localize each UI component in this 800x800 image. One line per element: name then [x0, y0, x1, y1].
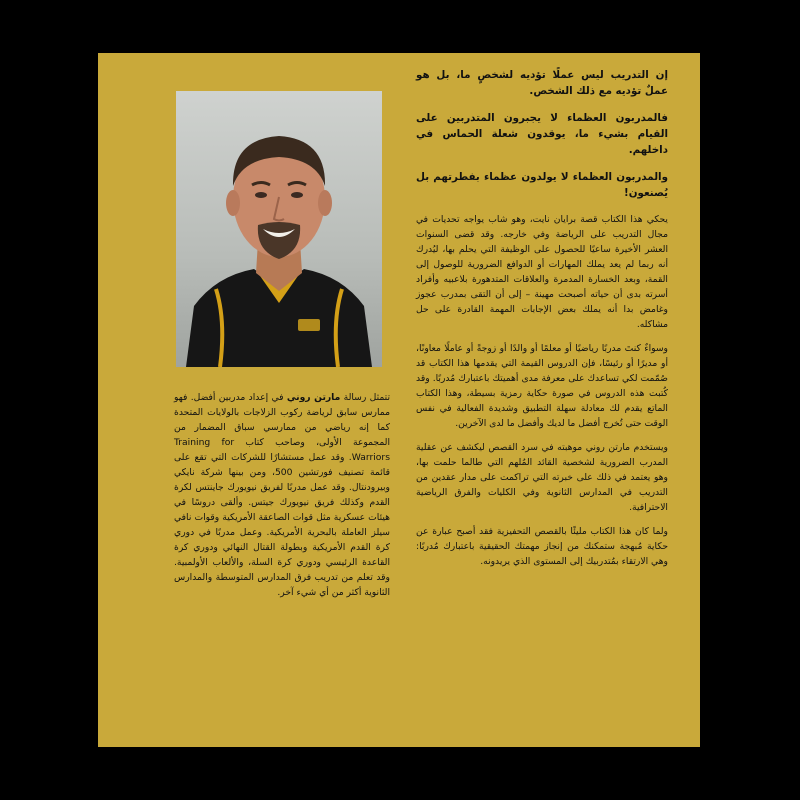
- author-portrait-illustration: [176, 91, 382, 367]
- lead-statement-3: والمدربون العظماء لا يولدون عظماء بفطرتهم بل يُصنعون!: [416, 171, 668, 199]
- author-bio: [174, 390, 390, 600]
- blurb-paragraph-4: ولما كان هذا الكتاب مليئًا بالقصص التحفيزية فقد أصبح عبارة عن حكاية مُبهجة ستمكنك من إنجاز مهمتك الحقيقية باعتبارك مُدربًا: وهي الارتقاء بمُتدربيك إلى المستوى الذي يريدونه.: [416, 526, 668, 567]
- author-bio-intro: تتمثل رسالة: [340, 392, 391, 403]
- author-name: مارتن روني: [286, 392, 341, 403]
- blurb-paragraph-3: ويستخدم مارتن روني موهبته في سرد القصص ليكشف عن عقلية المدرب الضرورية لشخصية القائد المُلهم التي طالما حلمت بها، وهو يعتمد في ذلك على خبرته التي تراكمت على مدار عقدين من التدريب في المدارس الثانوية وفي الكليات والفرق الرياضية الاحترافية.: [416, 442, 668, 513]
- author-photo: [176, 91, 382, 367]
- blurb-column: [416, 67, 668, 578]
- lead-statement-1: إن التدريب ليس عملًا تؤديه لشخصٍ ما، بل هو عملٌ تؤديه مع ذلك الشخص.: [416, 69, 668, 97]
- blurb-paragraph-2: وسواءٌ كنتَ مدربًا رياضيًا أو معلمًا أو والدًا أو زوجةً أو عاملًا معاونًا، أو مديرًا أو رئيسًا، فإن الدروس القيمة التي يقدمها هذا الكتاب قد صُمّمت لكي تساعدك على معرفة مدى أهميتك باعتبارك مُدربًا. وقد كُتبت هذه الدروس في صورة حكاية رمزية بسيطة، وهذا الكتاب الماتع يقدم لك معادلة سهلة التطبيق وشديدة الفعالية في نفس الوقت حتى تُخرج أفضل ما لديك وأفضل ما لدى الآخرين.: [416, 343, 668, 429]
- lead-statement-2: فالمدربون العظماء لا يجبرون المتدربين على القيام بشيء ما، يوقدون شعلة الحماس في داخلهم.: [416, 112, 668, 156]
- author-bio-text: في إعداد مدربين أفضل. فهو ممارس سابق لرياضة ركوب الزلاجات بالولايات المتحدة كما إنه رياضي من ممارسي سباق المضمار من المجموعة الأولى، وصاحب كتاب Training for Warriors. وقد عمل مستشارًا للشركات التي تقع على قائمة تصنيف فورتشين 500، ومن بينها شركة نايكي وبيرودنتال. وقد عمل مدربًا لفريق نيويورك جاينتس لكرة القدم وكذلك فريق نيويورك جيتس. وألقى دروسًا في هيئات عسكرية مثل قوات الصاعقة الأمريكية وقوات نافي سيلز العاملة بالبحرية الأمريكية. وعمل مدربًا في دوري كرة القدم الأمريكية وبطولة القتال النهائي ودوري كرة القاعدة الرئيسي ودوري كرة السلة، والألعاب الأولمبية. وقد تعلم من تدريب فرق المدارس المتوسطة والمدارس الثانوية أكثر من أي شيء آخر.: [174, 392, 390, 598]
- author-bio-column: [174, 390, 390, 609]
- book-back-cover: [98, 53, 700, 747]
- blurb-paragraph-1: يحكي هذا الكتاب قصة برايان نايت، وهو شاب يواجه تحديات في مجال التدريب على الرياضة وفي خارجه. وقد قضى السنوات العشر الأخيرة ساعيًا للحصول على الوظيفة التي يحلم بها، ليُدرك أنه ربما لم يعد يملك المهارات أو الدوافع الضرورية للوصول إلى القمة، وبعد الخسارة المدمرة والعلاقات المتدهورة بلاعبيه وأفراد أسرته بدى أن حياته أصبحت مهينة – إلى أن التقى بمدرب عجوز وغامض بدا أنه يملك بعض الإجابات المهمة القادرة على حل مشاكله.: [416, 214, 668, 330]
